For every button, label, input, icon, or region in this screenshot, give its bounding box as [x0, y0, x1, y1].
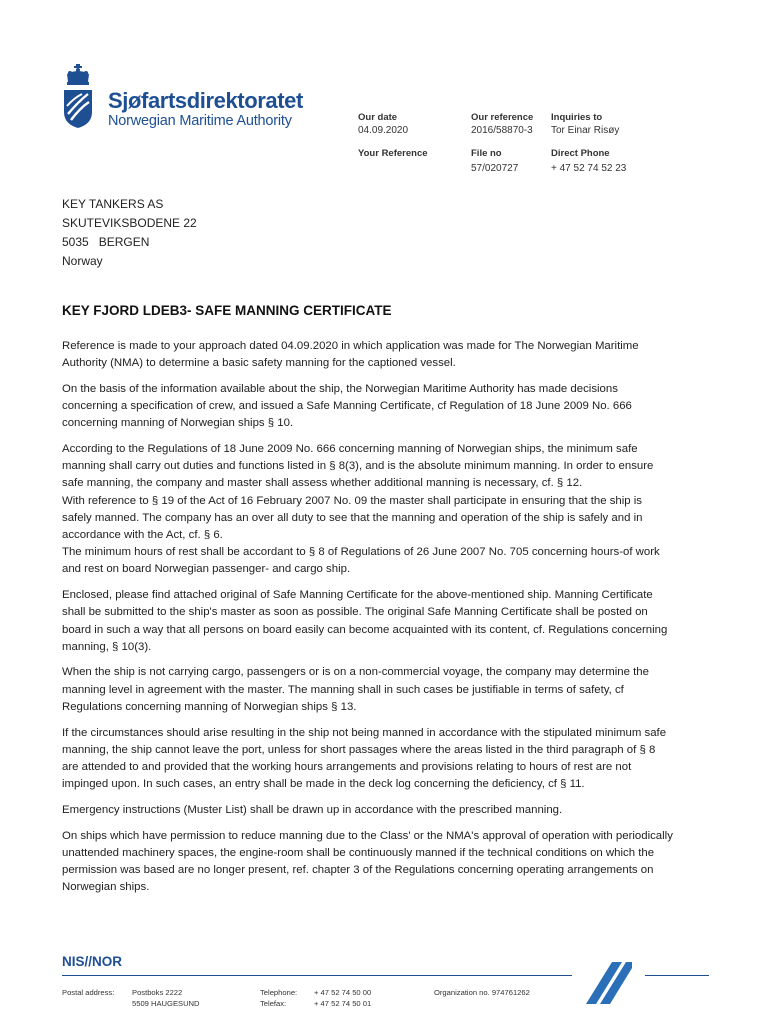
- postal-address-label: Postal address:: [62, 988, 115, 997]
- telephone-value: + 47 52 74 50 00: [314, 988, 372, 997]
- telefax-label: Telefax:: [260, 999, 287, 1008]
- body-paragraph: Enclosed, please find attached original of Safe Manning Certificate for the above-mentioned ship. Manning Certificate shall be submitted to the ship's master as soon as possible. The original Safe Manning Certificate shall be posted on board in such a way that all persons on board easily can become acquainted with its content, cf. Regulations concerning manning, § 10(3).: [62, 589, 668, 653]
- telephone-label: Telephone:: [260, 988, 298, 997]
- body-paragraph: If the circumstances should arise resulting in the ship not being manned in accordance with the stipulated minimum safe manning, the ship cannot leave the port, unless for short passages where the areas listed in the third paragraph of § 8 are attended to and provided that the working hours arrangements and provisions relating to hours of rest are not impinged upon. In such cases, an entry shall be made in the deck log concerning the deficiency, cf § 11.: [62, 726, 667, 791]
- our-reference-value: 2016/58870-3: [471, 125, 533, 136]
- address-line: 5035 BERGEN: [62, 235, 150, 249]
- your-reference-label: Your Reference: [358, 148, 428, 159]
- brand-subtitle: Norwegian Maritime Authority: [108, 113, 292, 129]
- letter-subject: KEY FJORD LDEB3- SAFE MANNING CERTIFICATE: [62, 303, 392, 318]
- telefax-value: + 47 52 74 50 01: [314, 999, 372, 1008]
- inquiries-value: Tor Einar Risøy: [551, 125, 620, 136]
- our-date-label: Our date: [358, 112, 398, 123]
- letter-body: [62, 338, 674, 905]
- organization-number: Organization no. 974761262: [434, 988, 530, 997]
- recipient-address: [62, 195, 197, 271]
- inquiries-label: Inquiries to: [551, 112, 603, 123]
- body-paragraph: Emergency instructions (Muster List) shall be drawn up in accordance with the prescribed manning.: [62, 803, 563, 816]
- body-paragraph: On the basis of the information available about the ship, the Norwegian Maritime Authority has made decisions concerning a specification of crew, and issued a Safe Manning Certificate, cf Regulation of 18 June 2009 No. 666 concerning manning of Norwegian ships § 10.: [62, 382, 632, 430]
- body-paragraph: The minimum hours of rest shall be accordant to § 8 of Regulations of 26 June 2007 No. 705 concerning hours-of work and rest on board Norwegian passenger- and cargo ship.: [62, 546, 660, 576]
- body-paragraph: Reference is made to your approach dated 04.09.2020 in which application was made for The Norwegian Maritime Authority (NMA) to determine a basic safety manning for the captioned vessel.: [62, 340, 639, 370]
- file-no-value: 57/020727: [471, 163, 519, 174]
- file-no-label: File no: [471, 148, 502, 159]
- body-paragraph: When the ship is not carrying cargo, passengers or is on a non-commercial voyage, the company may determine the manning level in agreement with the master. The manning shall in such cases be justifiable in terms of safety, cf Regulations concerning manning of Norwegian ships § 13.: [62, 666, 649, 713]
- footer-divider: [645, 975, 709, 976]
- body-paragraph: According to the Regulations of 18 June 2009 No. 666 concerning manning of Norwegian ships, the minimum safe manning shall carry out duties and functions listed in § 8(3), and is the absolute minimum manning. In order to ensure safe manning, the company and master shall assess whether additional manning is necessary, cf. § 12.: [62, 443, 654, 490]
- address-line: Norway: [62, 254, 103, 268]
- address-line: SKUTEVIKSBODENE 22: [62, 216, 197, 230]
- diagonal-stripes-icon: [582, 958, 632, 1008]
- postal-address-line: 5509 HAUGESUND: [132, 999, 200, 1008]
- postal-address-line: Postboks 2222: [132, 988, 183, 997]
- address-line: KEY TANKERS AS: [62, 197, 164, 211]
- body-paragraph: On ships which have permission to reduce manning due to the Class' or the NMA's approval of operation with periodically unattended machinery spaces, the engine-room shall be continuously manned if the technical conditions on which the permission was based are no longer present, ref. chapter 3 of the Regulations concerning operating arrangements on Norwegian ships.: [62, 829, 673, 894]
- direct-phone-value: + 47 52 74 52 23: [551, 163, 627, 174]
- nis-nor-logo: NIS//NOR: [62, 954, 123, 969]
- direct-phone-label: Direct Phone: [551, 148, 610, 159]
- footer-divider: [62, 975, 572, 976]
- body-paragraph: With reference to § 19 of the Act of 16 February 2007 No. 09 the master shall participate in ensuring that the ship is safely manned. The company has an over all duty to see that the manning and operation of the ship is safely and in accordance with the Act, cf. § 6.: [62, 494, 643, 542]
- our-reference-label: Our reference: [471, 112, 534, 123]
- brand-name: Sjøfartsdirektoratet: [108, 88, 303, 113]
- our-date-value: 04.09.2020: [358, 125, 409, 136]
